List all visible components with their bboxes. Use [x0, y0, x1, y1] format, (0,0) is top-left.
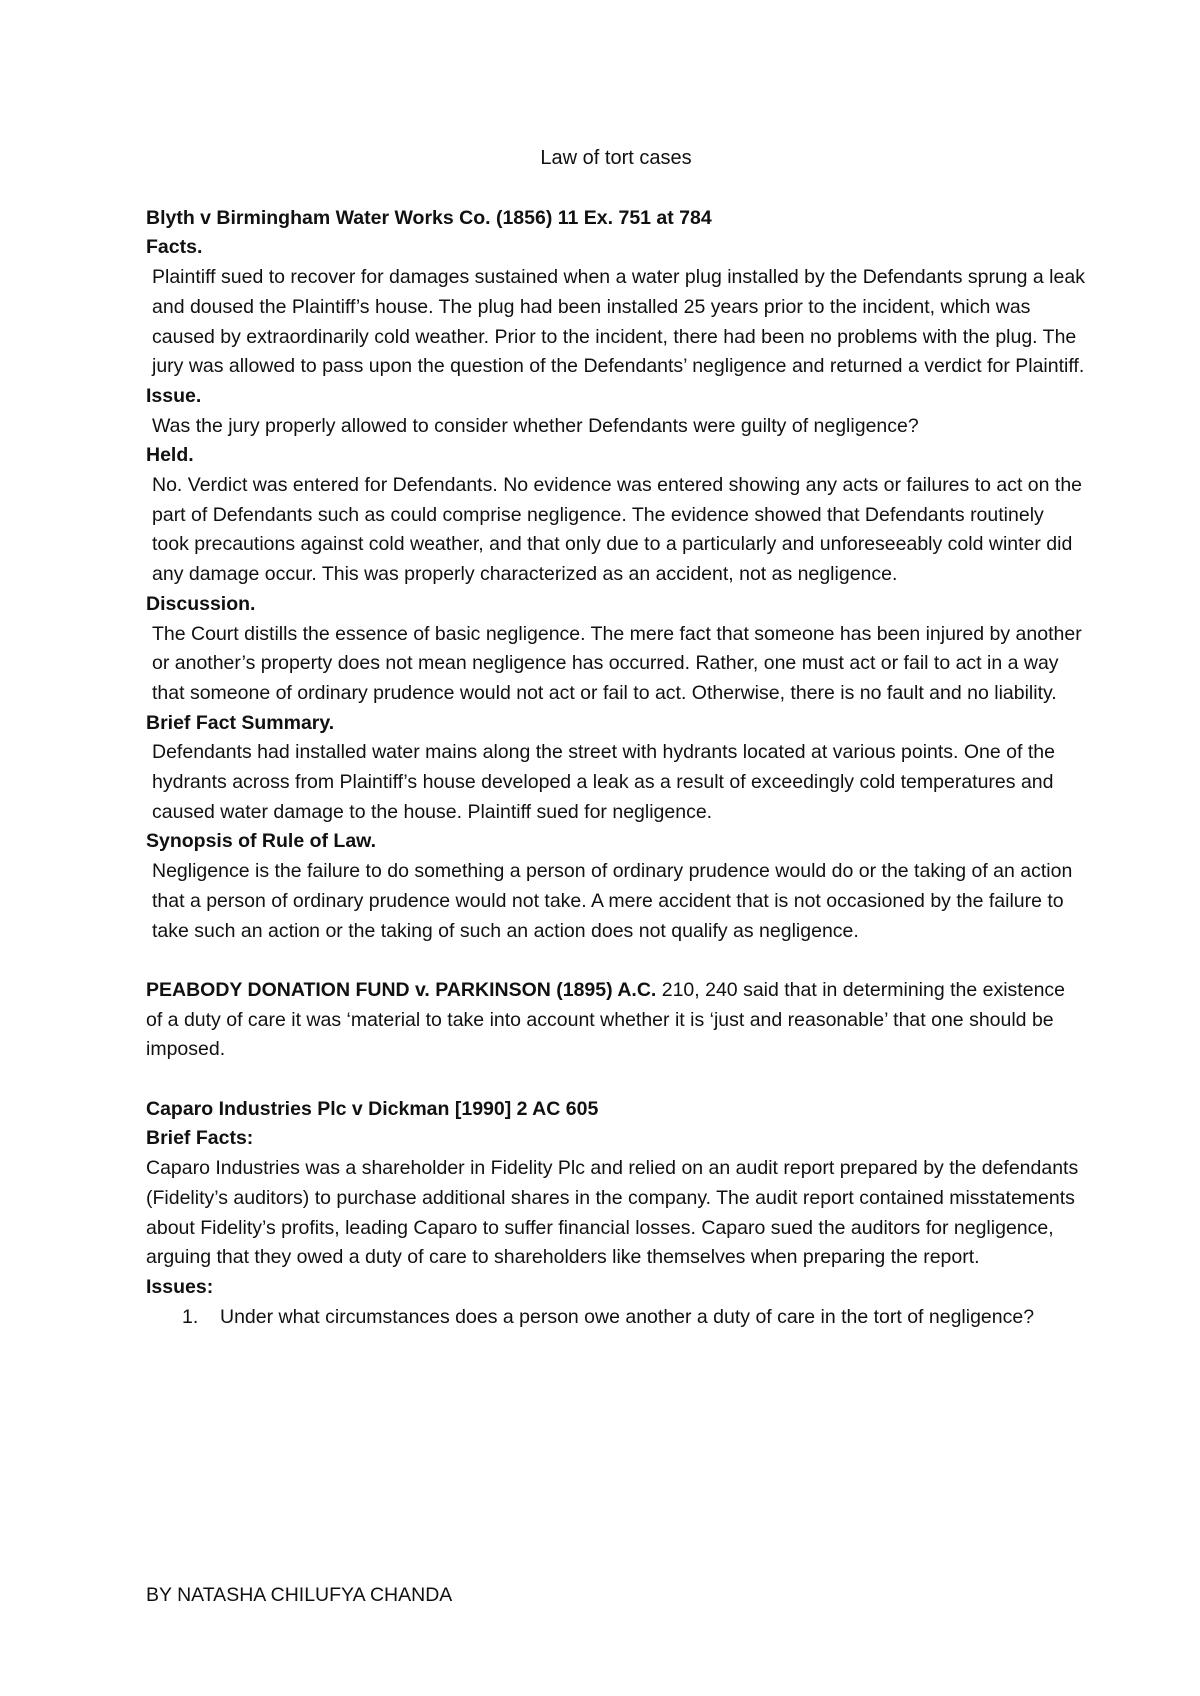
- facts-text: Plaintiff sued to recover for damages sustained when a water plug installed by the Defendants sprung a leak and doused the Plaintiff’s house. The plug had been installed 25 years prior to the incident, which was caused by extraordinarily cold weather. Prior to the incident, there had been no problems with the plug. The jury was allowed to pass upon the question of the Defendants’ negligence and returned a verdict for Plaintiff.: [152, 266, 1085, 378]
- spacer: [146, 946, 1086, 976]
- rule-text: Negligence is the failure to do something a person of ordinary prudence would do or the taking of an action that a person of ordinary prudence would not take. A mere accident that is not occasioned by the failure to take such an action or the taking of such an action does not qualify as negligence.: [152, 860, 1073, 942]
- case-blyth: [146, 204, 1086, 947]
- peabody-text: 210, 240 said that in determining the existence of a duty of care it was ‘material to take into account whether it is ‘just and reasonable’ that one should be imposed.: [146, 978, 1066, 1061]
- case-heading: PEABODY DONATION FUND v. PARKINSON (1895) A.C.: [146, 978, 657, 1001]
- case-heading: Caparo Industries Plc v Dickman [1990] 2 AC 605: [146, 1097, 599, 1120]
- brief-facts-label: Brief Facts:: [146, 1127, 254, 1150]
- issues-list: [146, 1303, 1086, 1333]
- case-caparo: [146, 1095, 1086, 1333]
- summary-text: Defendants had installed water mains along the street with hydrants located at various points. One of the hydrants across from Plaintiff’s house developed a leak as a result of exceedingly cold temperatures and caused water damage to the house. Plaintiff sued for negligence.: [152, 741, 1055, 823]
- case-heading: Blyth v Birmingham Water Works Co. (1856) 11 Ex. 751 at 784: [146, 206, 712, 229]
- issue-label: Issue.: [146, 384, 202, 407]
- held-text: No. Verdict was entered for Defendants. No evidence was entered showing any acts or failures to act on the part of Defendants such as could comprise negligence. The evidence showed that Defendants routinely took precautions against cold weather, and that only due to a particularly and unforeseeably cold winter did any damage occur. This was properly characterized as an accident, not as negligence.: [152, 474, 1083, 586]
- summary-label: Brief Fact Summary.: [146, 711, 335, 734]
- document-body: [146, 144, 1086, 1332]
- document-title: Law of tort cases: [540, 147, 692, 169]
- facts-label: Facts.: [146, 236, 203, 259]
- rule-label: Synopsis of Rule of Law.: [146, 830, 377, 853]
- issue-text: Was the jury properly allowed to consider whether Defendants were guilty of negligence?: [152, 414, 919, 437]
- list-item-text: Under what circumstances does a person owe another a duty of care in the tort of negligence?: [220, 1305, 1035, 1328]
- discussion-text: The Court distills the essence of basic negligence. The mere fact that someone has been injured by another or another’s property does not mean negligence has occurred. Rather, one must act or fail to act in a way that someone of ordinary prudence would not act or fail to act. Otherwise, there is no fault and no liability.: [152, 622, 1082, 704]
- case-peabody: [146, 976, 1086, 1065]
- issues-label: Issues:: [146, 1275, 214, 1298]
- spacer: [146, 1065, 1086, 1095]
- discussion-label: Discussion.: [146, 592, 256, 615]
- page-footer: BY NATASHA CHILUFYA CHANDA: [146, 1584, 453, 1606]
- list-number: 1.: [182, 1305, 199, 1328]
- brief-facts-text: Caparo Industries was a shareholder in Fidelity Plc and relied on an audit report prepared by the defendants (Fidelity’s auditors) to purchase additional shares in the company. The audit report contained misstatements about Fidelity’s profits, leading Caparo to suffer financial losses. Caparo sued the auditors for negligence, arguing that they owed a duty of care to shareholders like themselves when preparing the report.: [146, 1157, 1079, 1269]
- held-label: Held.: [146, 444, 194, 467]
- list-item: [146, 1303, 1086, 1333]
- peabody-paragraph: [146, 976, 1086, 1065]
